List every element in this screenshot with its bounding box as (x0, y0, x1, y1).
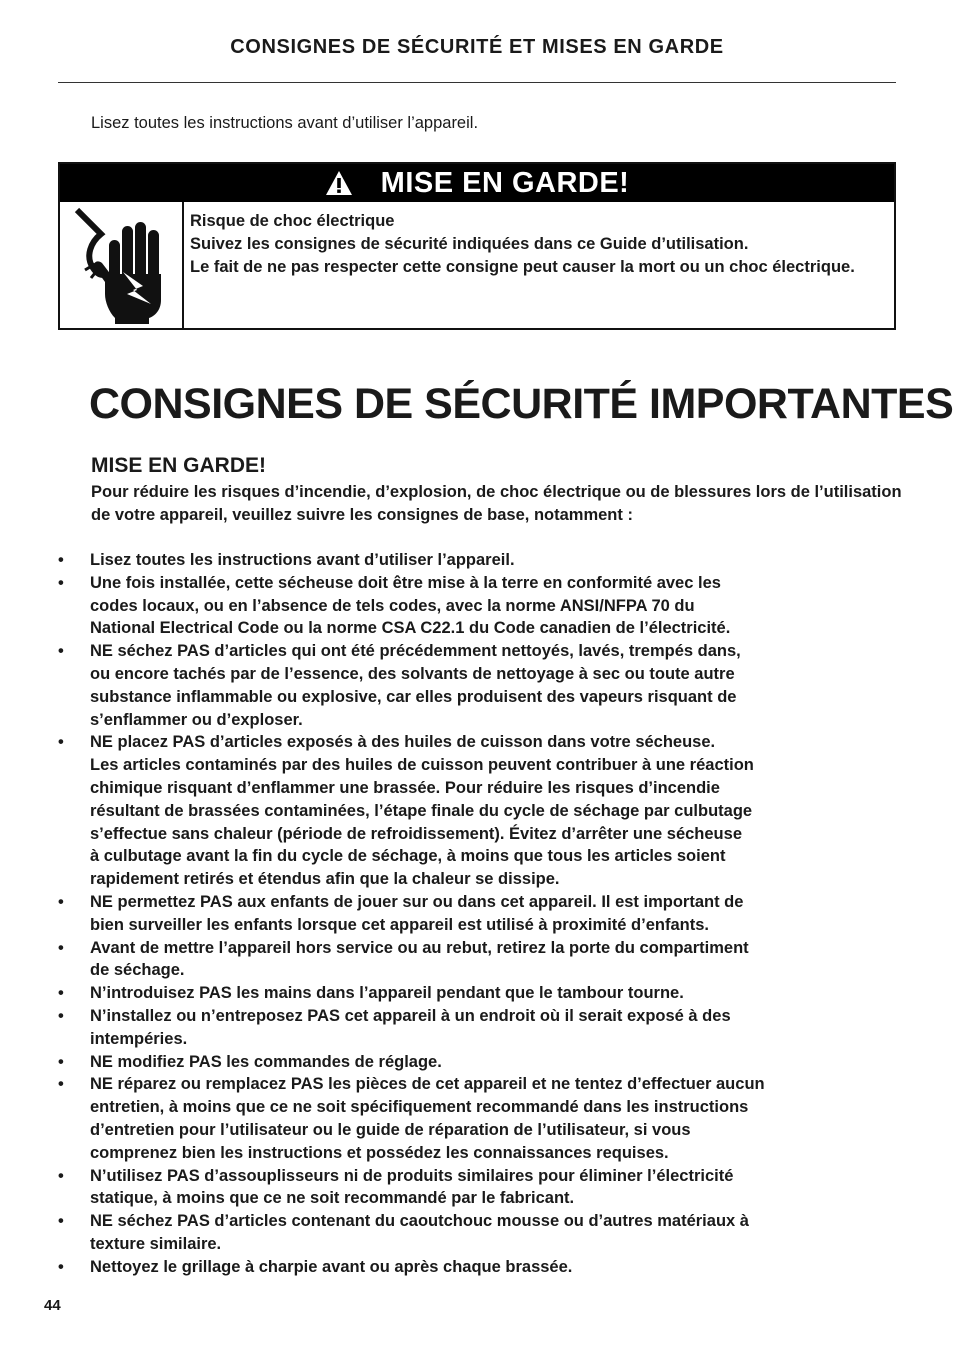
page-number: 44 (44, 1297, 61, 1314)
warning-box (58, 162, 896, 330)
list-item (58, 549, 908, 572)
list-item-line: de séchage. (90, 961, 185, 980)
list-item (58, 1005, 908, 1051)
list-item-line: s’effectue sans chaleur (période de refroidissement). Évitez d’arrêter une sécheuse (90, 824, 742, 843)
list-item (58, 640, 908, 731)
warning-line: Suivez les consignes de sécurité indiquées dans ce Guide d’utilisation. (190, 235, 749, 253)
list-item (58, 891, 908, 937)
list-item (58, 1210, 908, 1256)
list-item-line: • Nettoyez le grillage à charpie avant ou après chaque brassée. (90, 1257, 573, 1276)
list-item-line: substance inflammable ou explosive, car elles produisent des vapeurs risquant de (90, 687, 737, 706)
list-item-line: à culbutage avant la fin du cycle de séchage, à moins que tous les articles soient (90, 847, 726, 866)
list-item-line: • Une fois installée, cette sécheuse doit être mise à la terre en conformité avec les (90, 573, 721, 592)
list-item-line: • NE modifiez PAS les commandes de réglage. (90, 1052, 442, 1071)
list-item-line: • NE séchez PAS d’articles contenant du caoutchouc mousse ou d’autres matériaux à (90, 1212, 749, 1231)
list-item-line: d’entretien pour l’utilisateur ou le guide de réparation de l’utilisateur, si vous (90, 1120, 691, 1139)
list-item (58, 572, 908, 640)
warning-banner-label: MISE EN GARDE! (380, 166, 630, 199)
list-item-line: National Electrical Code ou la norme CSA C22.1 du Code canadien de l’électricité. (90, 619, 731, 638)
page-header-title: CONSIGNES DE SÉCURITÉ ET MISES EN GARDE (230, 36, 724, 58)
warning-subtext: Pour réduire les risques d’incendie, d’explosion, de choc électrique ou de blessures lors de l’utilisation de votre appareil, veuillez suivre les consignes de base, notamment : (91, 483, 902, 524)
list-item-line: codes locaux, ou en l’absence de tels codes, avec la norme ANSI/NFPA 70 du (90, 596, 695, 615)
warning-subheading: MISE EN GARDE! (91, 454, 267, 477)
warning-triangle-icon (325, 170, 353, 196)
warning-line: Le fait de ne pas respecter cette consigne peut causer la mort ou un choc électrique. (190, 258, 855, 276)
warning-icon-cell (60, 202, 184, 328)
list-item-line: texture similaire. (90, 1234, 222, 1253)
list-item-line: • N’utilisez PAS d’assouplisseurs ni de produits similaires pour éliminer l’électricité (90, 1166, 734, 1185)
list-item-line: • N’introduisez PAS les mains dans l’appareil pendant que le tambour tourne. (90, 984, 684, 1003)
list-item-line: • NE réparez ou remplacez PAS les pièces de cet appareil et ne tentez d’effectuer aucun (90, 1075, 765, 1094)
list-item-line: • Avant de mettre l’appareil hors service ou au rebut, retirez la porte du compartiment (90, 938, 749, 957)
warning-body (60, 202, 894, 328)
list-item (58, 937, 908, 983)
list-item (58, 1165, 908, 1211)
safety-instructions-list (58, 549, 908, 1279)
electric-shock-hand-icon (71, 204, 171, 326)
list-item-line: • NE permettez PAS aux enfants de jouer sur ou dans cet appareil. Il est important de (90, 892, 744, 911)
list-item (58, 982, 908, 1005)
list-item-line: s’enflammer ou d’exploser. (90, 710, 303, 729)
list-item-line: • Lisez toutes les instructions avant d’utiliser l’appareil. (90, 551, 515, 569)
list-item-line: intempéries. (90, 1029, 188, 1048)
main-heading: CONSIGNES DE SÉCURITÉ IMPORTANTES (89, 380, 954, 428)
list-item (58, 1073, 908, 1164)
list-item-line: statique, à moins que ce ne soit recommandé par le fabricant. (90, 1189, 575, 1208)
list-item-line: bien surveiller les enfants lorsque cet appareil est utilisé à proximité d’enfants. (90, 915, 709, 934)
list-item (58, 1051, 908, 1074)
list-item-line: rapidement retirés et étendus afin que la chaleur se dissipe. (90, 870, 560, 889)
warning-line: Risque de choc électrique (190, 212, 395, 230)
intro-text: Lisez toutes les instructions avant d’utiliser l’appareil. (91, 114, 479, 132)
warning-text (184, 202, 855, 328)
list-item-line: chimique risquant d’enflammer une brassée. Pour réduire les risques d’incendie (90, 778, 720, 797)
list-item (58, 731, 908, 891)
list-item-line: • NE séchez PAS d’articles qui ont été précédemment nettoyés, lavés, trempés dans, (90, 642, 741, 661)
list-item-line: • NE placez PAS d’articles exposés à des huiles de cuisson dans votre sécheuse. (90, 733, 716, 752)
header-divider (58, 82, 896, 83)
list-item-line: résultant de brassées contaminées, l’étape finale du cycle de séchage par culbutage (90, 801, 753, 820)
list-item-line: Les articles contaminés par des huiles de cuisson peuvent contribuer à une réaction (90, 756, 754, 775)
warning-banner (60, 164, 894, 202)
list-item-line: ou encore tachés par de l’essence, des solvants de nettoyage à sec ou toute autre (90, 664, 735, 683)
list-item-line: • N’installez ou n’entreposez PAS cet appareil à un endroit où il serait exposé à des (90, 1006, 731, 1025)
list-item (58, 1256, 908, 1279)
list-item-line: comprenez bien les instructions et possédez les connaissances requises. (90, 1143, 669, 1162)
list-item-line: entretien, à moins que ce ne soit spécifiquement recommandé dans les instructions (90, 1098, 749, 1117)
